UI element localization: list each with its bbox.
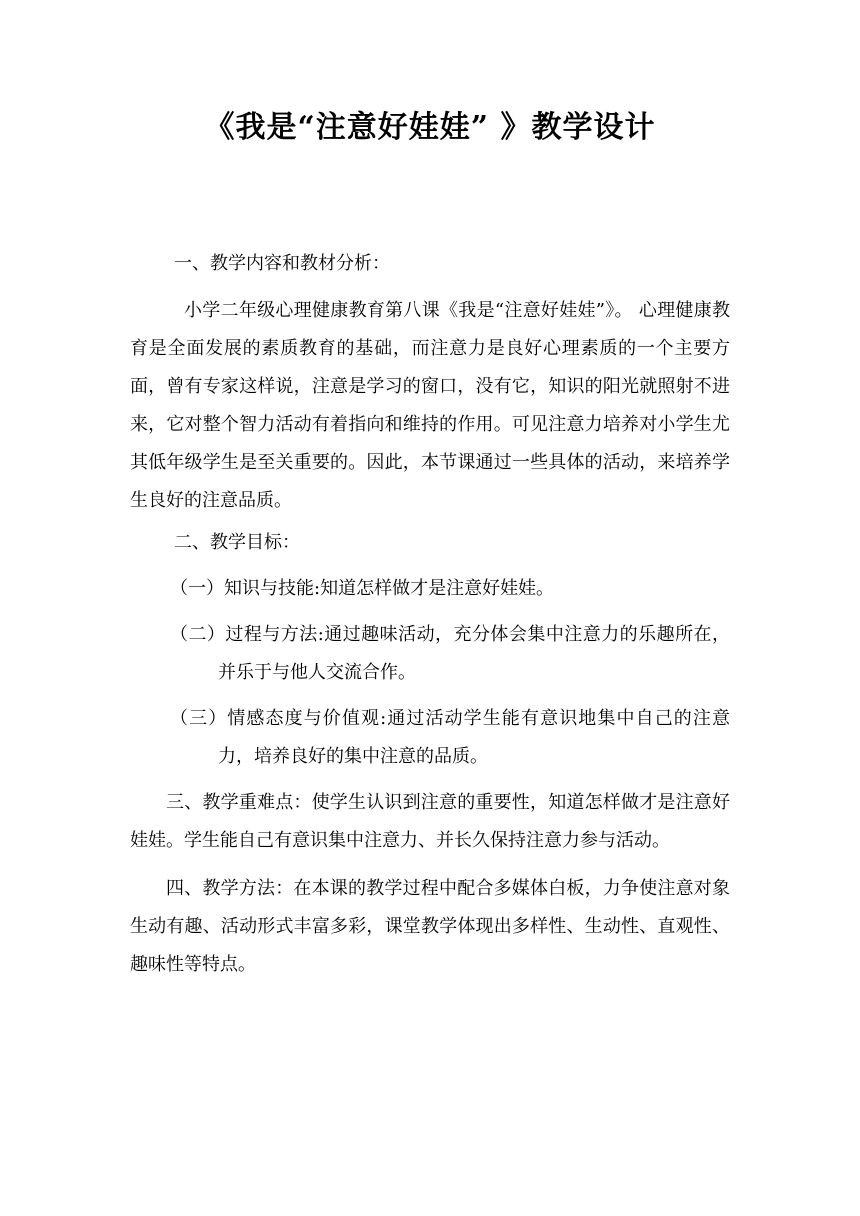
document-title: 《我是“注意好娃娃” 》教学设计: [204, 110, 656, 145]
goal-process-method: （二）过程与方法:通过趣味活动，充分体会集中注意力的乐趣所在，并乐于与他人交流合作。: [170, 624, 730, 683]
document-body: [130, 245, 730, 984]
section-heading-content-analysis: 一、教学内容和教材分析：: [174, 253, 390, 274]
section-heading-teaching-goals: 二、教学目标：: [174, 532, 300, 553]
teaching-method-paragraph: 四、教学方法：在本课的教学过程中配合多媒体白板，力争使注意对象生动有趣、活动形式丰富多彩，课堂教学体现出多样性、生动性、直观性、趣味性等特点。: [130, 878, 730, 975]
goal-knowledge-skills: （一）知识与技能:知道怎样做才是注意好娃娃。: [170, 578, 555, 599]
content-analysis-paragraph: 小学二年级心理健康教育第八课《我是“注意好娃娃”》。 心理健康教育是全面发展的素质教育的基础，而注意力是良好心理素质的一个主要方面，曾有专家这样说，注意是学习的窗口，没有它，知识的阳光就照射不进来，它对整个智力活动有着指向和维持的作用。可见注意力培养对小学生尤其低年级学生是至关重要的。因此，本节课通过一些具体的活动，来培养学生良好的注意品质。: [130, 300, 730, 511]
goal-emotion-values: （三）情感态度与价值观:通过活动学生能有意识地集中自己的注意力，培养良好的集中注意的品质。: [170, 708, 730, 767]
key-difficult-points-paragraph: 三、教学重难点：使学生认识到注意的重要性，知道怎样做才是注意好娃娃。学生能自己有意识集中注意力、并长久保持注意力参与活动。: [130, 792, 730, 851]
